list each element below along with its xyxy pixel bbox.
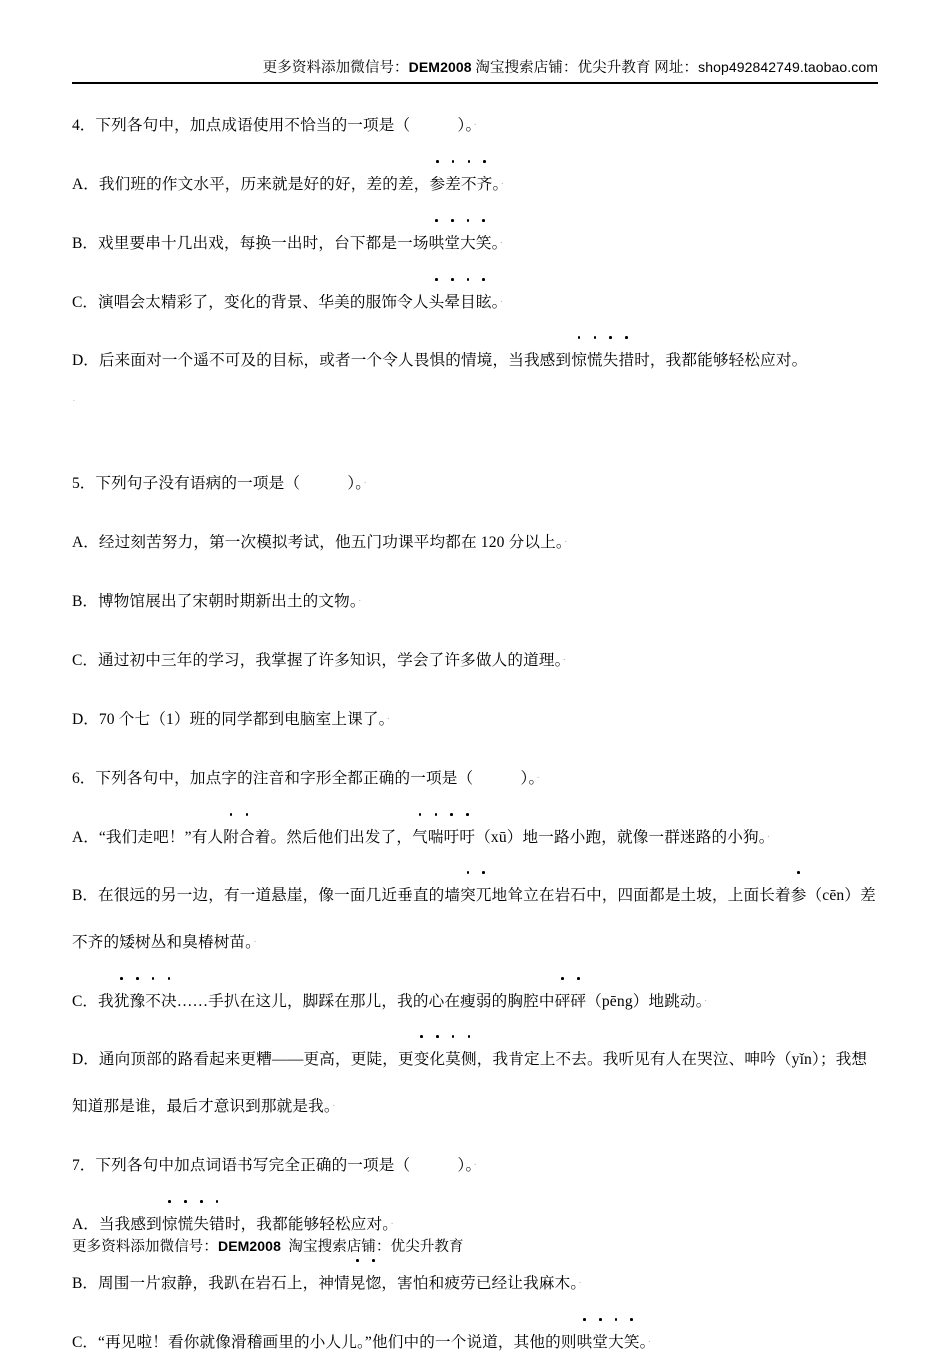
question-6-option-a xyxy=(72,814,878,861)
emphasis-text: 砰砰 xyxy=(555,993,587,1010)
footer-wechat-prefix: 更多资料添加微信号： xyxy=(72,1239,218,1255)
spacer xyxy=(72,267,878,279)
question-4-stem xyxy=(72,102,878,149)
header-shop-url: shop492842749.taobao.com xyxy=(698,59,878,75)
header-wechat-id: DEM2008 xyxy=(408,59,472,75)
answer-blank xyxy=(410,117,457,134)
question-7-number: 7． xyxy=(72,1157,96,1175)
paragraph-mark: · xyxy=(390,1218,395,1231)
option-seg-3: （xū）地一路小跑，就像一群迷路的小狗。 xyxy=(475,829,767,847)
question-5-option-a xyxy=(72,519,878,566)
option-seg-3: （cēn）差不齐的矮树丛和臭椿树苗。 xyxy=(72,887,876,952)
paragraph-mark: · xyxy=(578,1277,583,1290)
paragraph-mark: · xyxy=(473,119,478,132)
question-7-stem-text: 下列各句中加点词语书写完全正确的一项是（ xyxy=(95,1157,411,1175)
spacer xyxy=(72,1130,878,1142)
spacer xyxy=(72,208,878,220)
option-text-pre: 戏里要串十几出戏，每换一出时，台下都是一场 xyxy=(98,235,429,253)
spacer xyxy=(72,802,878,814)
option-label: D． xyxy=(72,352,99,370)
option-text-pre: 演唱会太精彩了，变化的背景、华美的服饰令人 xyxy=(98,294,429,312)
option-label: B． xyxy=(72,1275,98,1293)
option-label: A． xyxy=(72,534,99,552)
question-5-option-b xyxy=(72,578,878,625)
option-text-post: ，害怕和疲劳已经让我麻木。 xyxy=(381,1275,579,1293)
spacer xyxy=(72,566,878,578)
question-4-option-a xyxy=(72,161,878,208)
option-label: A． xyxy=(72,829,99,847)
emphasis-text: 变化莫侧 xyxy=(414,1051,477,1068)
header-taobao-label: 淘宝搜索店铺： xyxy=(475,60,578,76)
question-5-number: 5． xyxy=(72,475,96,493)
option-seg-1: 通向顶部的路看起来更糟——更高，更陡，更 xyxy=(98,1051,414,1069)
spacer xyxy=(72,684,878,696)
header-divider xyxy=(72,82,878,84)
spacer xyxy=(72,1189,878,1201)
option-label: B． xyxy=(72,593,98,611)
paragraph-mark: · xyxy=(500,178,505,191)
question-7-stem-tail: ）。 xyxy=(457,1157,474,1175)
option-text-post: 。 xyxy=(639,1334,648,1352)
paragraph-mark: · xyxy=(72,395,76,408)
paragraph-mark: · xyxy=(386,713,391,726)
answer-blank xyxy=(300,475,347,492)
paragraph-mark: · xyxy=(562,654,567,667)
question-4-number: 4． xyxy=(72,117,96,135)
option-label: B． xyxy=(72,887,98,905)
emphasis-text: 附合 xyxy=(223,829,255,846)
question-4-option-d xyxy=(72,338,878,384)
option-seg-2: ，我肯定上不去。我听见有人在哭泣、呻吟（yǐn）；我想知道那是谁，最后才意识到那就是我。 xyxy=(72,1051,868,1116)
option-text-pre: 我们班的作文水平，历来就是好的好，差的差， xyxy=(98,176,430,194)
spacer xyxy=(72,1307,878,1319)
paragraph-mark: · xyxy=(357,595,362,608)
paragraph-mark: · xyxy=(499,237,504,250)
spacer xyxy=(72,149,878,161)
option-text-pre: “再见啦！看你就像滑稽画里的小人儿。”他们中的一个说道，其他的则 xyxy=(98,1334,577,1352)
spacer xyxy=(72,1025,878,1037)
option-text-post: 。 xyxy=(491,294,500,312)
emphasis-text: 惊慌失错 xyxy=(162,1216,225,1233)
option-label: C． xyxy=(72,1334,98,1352)
paragraph-mark: · xyxy=(563,536,568,549)
paragraph-mark: · xyxy=(331,1100,336,1113)
question-7-option-b xyxy=(72,1260,878,1307)
paragraph-mark: · xyxy=(473,1159,478,1172)
spacer xyxy=(72,326,878,338)
option-label: D． xyxy=(72,711,99,729)
question-6-number: 6． xyxy=(72,770,96,788)
option-seg-2: ……手扒在这儿，脚踩在那儿，我的心在瘦弱的胸腔中 xyxy=(176,993,555,1011)
emphasis-text: 哄堂大笑 xyxy=(429,235,492,252)
paragraph-mark: · xyxy=(499,296,504,309)
option-seg-1: 我 xyxy=(98,993,114,1011)
question-6 xyxy=(72,755,878,1130)
emphasis-text: 头晕目眩 xyxy=(429,294,492,311)
question-4 xyxy=(72,102,878,418)
option-label: A． xyxy=(72,176,99,194)
option-seg-3: （pēng）地跳动。 xyxy=(586,993,704,1011)
question-6-option-b xyxy=(72,873,878,966)
emphasis-text: 晃惚 xyxy=(350,1275,382,1292)
option-text-pre: 周围一片寂静，我趴在岩石上，神情 xyxy=(98,1275,350,1293)
spacer xyxy=(72,861,878,873)
header-wechat-prefix: 更多资料添加微信号： xyxy=(262,60,409,76)
emphasis-text: 突兀 xyxy=(460,887,492,904)
header-url-label: 网址： xyxy=(654,60,699,76)
exam-questions xyxy=(72,102,878,1366)
option-text: 通过初中三年的学习，我掌握了许多知识，学会了许多做人的道理。 xyxy=(98,652,563,670)
option-text: 博物馆展出了宋朝时期新出土的文物。 xyxy=(98,593,358,611)
footer-shop-name: 优尖升教育 xyxy=(390,1239,464,1255)
question-5-option-d xyxy=(72,696,878,743)
question-5-option-c xyxy=(72,637,878,684)
option-label: C． xyxy=(72,294,98,312)
header-shop-name: 优尖升教育 xyxy=(577,60,651,76)
option-label: D． xyxy=(72,1051,99,1069)
option-label: C． xyxy=(72,652,98,670)
spacer xyxy=(72,966,878,978)
option-text: 经过刻苦努力，第一次模拟考试，他五门功课平均都在 120 分以上。 xyxy=(98,534,564,552)
option-text-pre: 当我感到 xyxy=(98,1216,162,1234)
option-text-post: 。 xyxy=(492,176,501,194)
question-6-stem xyxy=(72,755,878,802)
paragraph-mark: · xyxy=(363,477,368,490)
option-text-post: 时，我都能够轻松应对。 xyxy=(224,1216,391,1234)
answer-blank xyxy=(410,1157,457,1174)
spacer xyxy=(72,418,878,460)
option-text: 70 个七（1）班的同学都到电脑室上课了。 xyxy=(98,711,387,729)
question-5-stem-tail: ）。 xyxy=(347,475,364,493)
question-6-option-d xyxy=(72,1037,878,1130)
spacer xyxy=(72,507,878,519)
paragraph-mark: · xyxy=(766,831,771,844)
question-7-option-c xyxy=(72,1319,878,1366)
option-seg-2: 着。然后他们出发了， xyxy=(254,829,413,847)
paragraph-mark: · xyxy=(703,995,708,1008)
option-seg-2: 地耸立在岩石中，四面都是土坡，上面长着 xyxy=(491,887,791,905)
footer-taobao-label: 淘宝搜索店铺： xyxy=(288,1239,391,1255)
page-header xyxy=(72,0,878,78)
question-4-option-b xyxy=(72,220,878,267)
question-5-stem xyxy=(72,460,878,507)
emphasis-text: 哄堂大笑 xyxy=(577,1334,640,1351)
option-text-post: 时，我都能够轻松应对。 xyxy=(634,352,808,370)
emphasis-text: 参差不齐 xyxy=(429,176,492,193)
question-4-stem-tail: ）。 xyxy=(457,117,474,135)
emphasis-text: 惊慌失措 xyxy=(571,352,634,369)
question-4-option-c xyxy=(72,279,878,326)
emphasis-text: 气喘吁吁 xyxy=(412,829,475,846)
option-label: B． xyxy=(72,235,98,253)
option-seg-1: 在很远的另一边，有一道悬崖，像一面几近垂直的墙 xyxy=(98,887,461,905)
question-7-stem xyxy=(72,1142,878,1189)
paragraph-mark: · xyxy=(253,936,257,949)
spacer xyxy=(72,743,878,755)
option-label: C． xyxy=(72,993,98,1011)
question-5-stem-text: 下列句子没有语病的一项是（ xyxy=(95,475,301,493)
question-6-stem-text: 下列各句中，加点字的注音和字形全都正确的一项是（ xyxy=(95,770,474,788)
emphasis-text: 参 xyxy=(791,887,807,904)
spacer xyxy=(72,625,878,637)
option-seg-1: “我们走吧！”有人 xyxy=(98,829,224,847)
paragraph-mark: · xyxy=(536,772,541,785)
question-6-stem-tail: ）。 xyxy=(520,770,537,788)
option-label: A． xyxy=(72,1216,99,1234)
emphasis-text: 犹豫不决 xyxy=(114,993,177,1010)
question-4-stem-text: 下列各句中，加点成语使用不恰当的一项是（ xyxy=(95,117,411,135)
option-text-post: 。 xyxy=(491,235,500,253)
question-5 xyxy=(72,460,878,743)
paragraph-mark: · xyxy=(647,1336,652,1349)
option-text-pre: 后来面对一个遥不可及的目标，或者一个令人畏惧的情境，当我感到 xyxy=(98,352,572,370)
answer-blank xyxy=(473,770,520,787)
footer-wechat-id: DEM2008 xyxy=(218,1238,281,1254)
question-6-option-c xyxy=(72,978,878,1025)
page-footer xyxy=(72,1235,464,1256)
